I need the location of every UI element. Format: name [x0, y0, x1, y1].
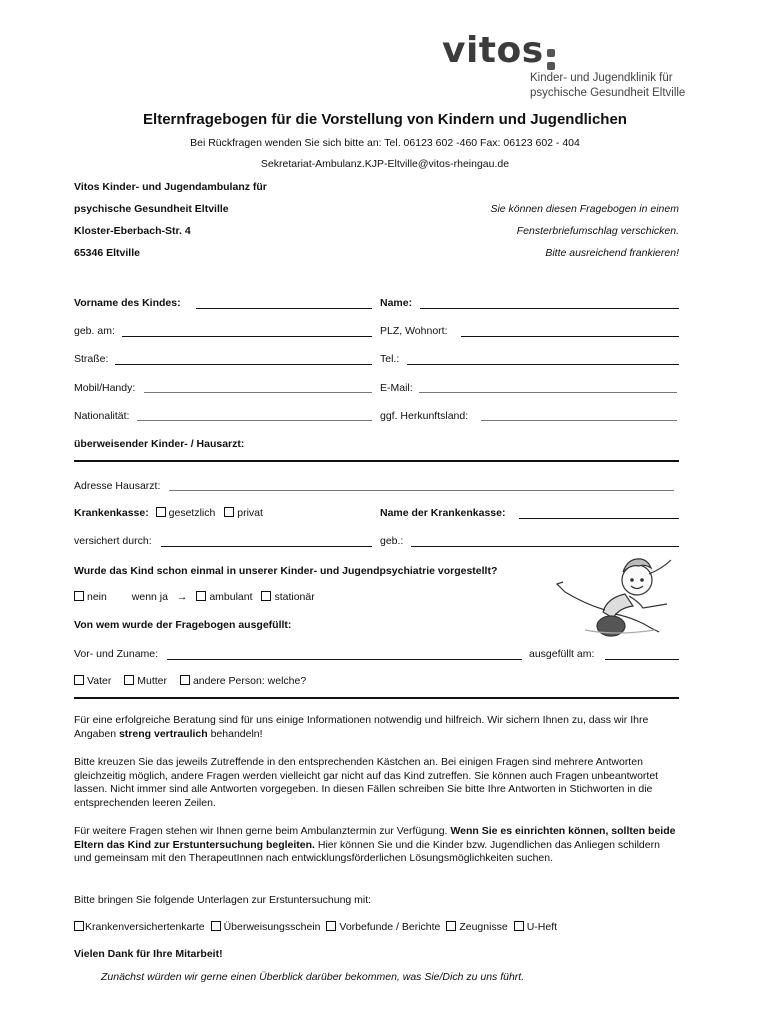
paragraph3: [74, 825, 680, 866]
documents-intro: Bitte bringen Sie folgende Unterlagen zur Erstuntersuchung mit:: [74, 894, 372, 906]
vorname-input-line[interactable]: [196, 308, 372, 309]
question2-options: [74, 675, 306, 687]
paragraph3-end: Hier können Sie und die Kinder bzw. Jugendlichen das Anliegen schildern und gemeinsam mit den TherapeutInnen nach entwicklungsförderlichen Lösungsmöglichkeiten suchen.: [74, 838, 660, 865]
privat-label: privat: [237, 507, 263, 519]
arrow-right-icon: →: [176, 591, 188, 603]
logo-subtitle: [530, 71, 685, 101]
versichert-label: versichert durch:: [74, 535, 152, 547]
vor-zuname-label: Vor- und Zuname:: [74, 648, 159, 660]
geb-input-line[interactable]: [122, 336, 372, 337]
closing-text: Zunächst würden wir gerne einen Überblick darüber bekommen, was Sie/Dich zu uns führt.: [101, 971, 525, 983]
mutter-label: Mutter: [137, 675, 168, 687]
tel-label: Tel.:: [380, 353, 400, 365]
andere-checkbox[interactable]: [180, 675, 190, 685]
ausgefuellt-input-line[interactable]: [605, 659, 679, 660]
documents-list: [74, 921, 560, 933]
wenn-ja-label: wenn ja: [131, 591, 168, 603]
nationalitaet-input-line[interactable]: [137, 420, 372, 421]
address-line1: Vitos Kinder- und Jugendambulanz für: [74, 181, 267, 193]
name-input-line[interactable]: [420, 308, 679, 309]
doc-label-1: Krankenversichertenkarte: [85, 921, 205, 933]
adresse-hausarzt-label: Adresse Hausarzt:: [74, 480, 161, 492]
question1-text: Wurde das Kind schon einmal in unserer Kinder- und Jugendpsychiatrie vorgestellt?: [74, 565, 498, 577]
vater-checkbox[interactable]: [74, 675, 84, 685]
geb2-label: geb.:: [380, 535, 404, 547]
plz-input-line[interactable]: [461, 336, 679, 337]
doc-label-5: U-Heft: [526, 921, 558, 933]
address-line4: 65346 Eltville: [74, 247, 140, 259]
andere-label: andere Person: welche?: [192, 675, 307, 687]
ausgefuellt-label: ausgefüllt am:: [529, 648, 595, 660]
question2-text: Von wem wurde der Fragebogen ausgefüllt:: [74, 619, 292, 631]
doc-checkbox-5[interactable]: [514, 921, 524, 931]
geb-label: geb. am:: [74, 325, 115, 337]
andere-input-line[interactable]: [74, 697, 679, 699]
paragraph3-start: Für weitere Fragen stehen wir Ihnen gerne beim Ambulanztermin zur Verfügung.: [74, 825, 451, 837]
paragraph1-text: Für eine erfolgreiche Beratung sind für uns einige Informationen notwendig und hilfreich. Wir sichern Ihnen zu, dass wir Ihre Angaben: [74, 714, 649, 740]
question1-options: [74, 591, 315, 603]
paragraph2: Bitte kreuzen Sie das jeweils Zutreffende in den entsprechenden Kästchen an. Bei einigen Fragen sind mehrere Antworten gleichzeitig möglich, andere Fragen werden vielleicht gar nicht auf das Kind zutreffen. Sie können auch Fragen unbeantwortet lassen. Nicht immer sind alle Antworten vorgegeben. In diesen Fällen schreiben Sie bitte Ihre Antworten in Stichworten in die entsprechenden leeren Zeilen.: [74, 756, 659, 809]
address-line3: Kloster-Eberbach-Str. 4: [74, 225, 191, 237]
name-kasse-input-line[interactable]: [519, 518, 679, 519]
page-title: Elternfragebogen für die Vorstellung von Kindern und Jugendlichen: [143, 111, 627, 128]
herkunftsland-label: ggf. Herkunftsland:: [380, 410, 469, 422]
vor-zuname-input-line[interactable]: [167, 659, 522, 660]
doc-label-4: Zeugnisse: [459, 921, 508, 933]
plz-label: PLZ, Wohnort:: [380, 325, 448, 337]
doc-checkbox-1[interactable]: [74, 921, 84, 931]
stationaer-label: stationär: [274, 591, 315, 603]
privat-checkbox[interactable]: [224, 507, 234, 517]
logo-subtitle-line2: psychische Gesundheit Eltville: [530, 87, 686, 99]
doc-checkbox-3[interactable]: [326, 921, 336, 931]
mobil-input-line[interactable]: [144, 392, 372, 393]
nein-checkbox[interactable]: [74, 591, 84, 601]
logo-subtitle-line1: Kinder- und Jugendklinik für: [530, 72, 673, 84]
doc-label-2: Überweisungsschein: [223, 921, 321, 933]
vorname-label: Vorname des Kindes:: [74, 297, 181, 309]
vater-label: Vater: [87, 675, 112, 687]
vitos-logo: [442, 30, 555, 75]
paragraph1: [74, 714, 680, 741]
strasse-label: Straße:: [74, 353, 109, 365]
nationalitaet-label: Nationalität:: [74, 410, 130, 422]
adresse-hausarzt-input-line[interactable]: [169, 490, 674, 491]
doc-label-3: Vorbefunde / Berichte: [339, 921, 441, 933]
name-kasse-label: Name der Krankenkasse:: [380, 507, 506, 519]
nein-label: nein: [87, 591, 107, 603]
gesetzlich-checkbox[interactable]: [156, 507, 166, 517]
email-input-line[interactable]: [419, 392, 677, 393]
arzt-input-line[interactable]: [74, 460, 679, 462]
email-line: Sekretariat-Ambulanz.KJP-Eltville@vitos-rheingau.de: [260, 158, 510, 170]
envelope-note-line1: Sie können diesen Fragebogen in einem: [490, 203, 679, 215]
herkunftsland-input-line[interactable]: [481, 420, 677, 421]
geb2-input-line[interactable]: [411, 546, 679, 547]
paragraph1-end: behandeln!: [207, 727, 263, 740]
stationaer-checkbox[interactable]: [261, 591, 271, 601]
mutter-checkbox[interactable]: [124, 675, 134, 685]
address-line2: psychische Gesundheit Eltville: [74, 203, 229, 215]
child-illustration: [545, 550, 685, 640]
envelope-note-line3: Bitte ausreichend frankieren!: [545, 247, 679, 259]
envelope-note-line2: Fensterbriefumschlag verschicken.: [516, 225, 679, 237]
strasse-input-line[interactable]: [115, 364, 372, 365]
contact-line: Bei Rückfragen wenden Sie sich bitte an: Tel. 06123 602 -460 Fax: 06123 602 - 404: [190, 137, 580, 149]
versichert-input-line[interactable]: [161, 546, 372, 547]
doc-checkbox-2[interactable]: [211, 921, 221, 931]
gesetzlich-label: gesetzlich: [168, 507, 216, 519]
paragraph3-bold: Wenn Sie es einrichten können, sollten beide Eltern das Kind zur Erstuntersuchung begleiten.: [74, 825, 676, 851]
arzt-label: überweisender Kinder- / Hausarzt:: [74, 438, 245, 450]
krankenkasse-label: Krankenkasse:: [74, 507, 149, 519]
email-label: E-Mail:: [380, 382, 413, 394]
name-label: Name:: [380, 297, 413, 309]
tel-input-line[interactable]: [407, 364, 679, 365]
logo-word: vitos: [442, 30, 544, 71]
thanks-text: Vielen Dank für Ihre Mitarbeit!: [74, 948, 223, 960]
krankenkasse-row: [74, 507, 263, 519]
doc-checkbox-4[interactable]: [446, 921, 456, 931]
ambulant-label: ambulant: [209, 591, 253, 603]
ambulant-checkbox[interactable]: [196, 591, 206, 601]
paragraph1-bold: streng vertraulich: [118, 727, 208, 740]
mobil-label: Mobil/Handy:: [74, 382, 136, 394]
